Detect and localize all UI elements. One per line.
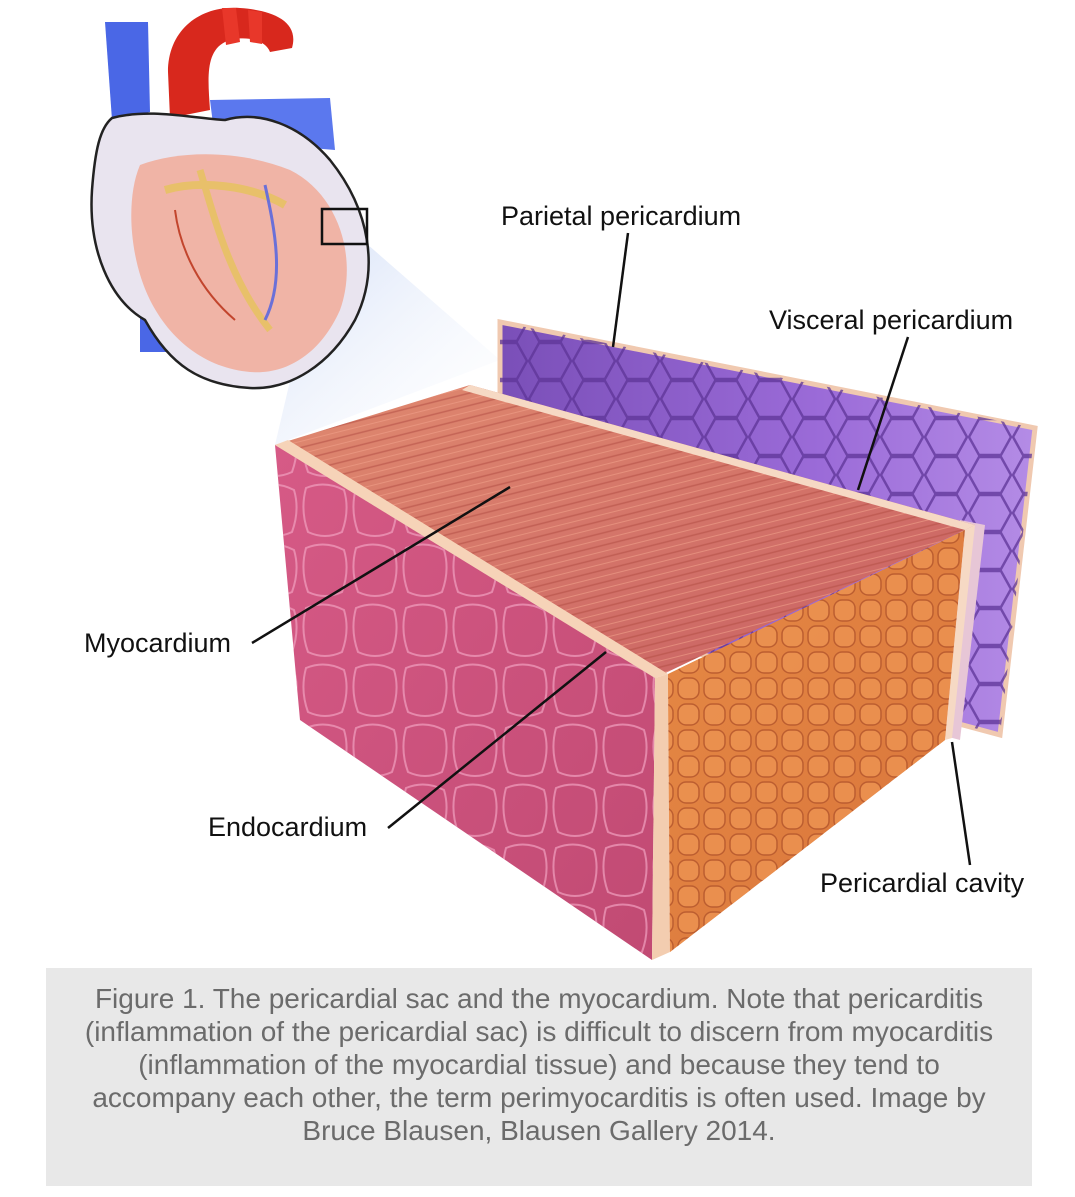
- heart-illustration: [92, 8, 369, 388]
- leader-cavity: [952, 742, 970, 865]
- tissue-block: [275, 322, 1035, 960]
- label-pericardial-cavity: Pericardial cavity: [820, 868, 1025, 898]
- figure-caption: Figure 1. The pericardial sac and the myocardium. Note that pericarditis (inflammation of the pericardial sac) is difficult to discern from myocarditis (inflammation of the myocardial tissue) and because they tend to accompany each other, the term perimyocarditis is often used. Image by Bruce Blausen, Blausen Gallery 2014.: [84, 983, 994, 1146]
- label-myocardium: Myocardium: [84, 628, 232, 658]
- figure-caption-box: [46, 968, 1032, 1186]
- label-visceral-pericardium: Visceral pericardium: [769, 305, 1014, 335]
- label-parietal-pericardium: Parietal pericardium: [501, 201, 742, 231]
- leader-parietal: [613, 233, 628, 347]
- label-endocardium: Endocardium: [208, 812, 368, 842]
